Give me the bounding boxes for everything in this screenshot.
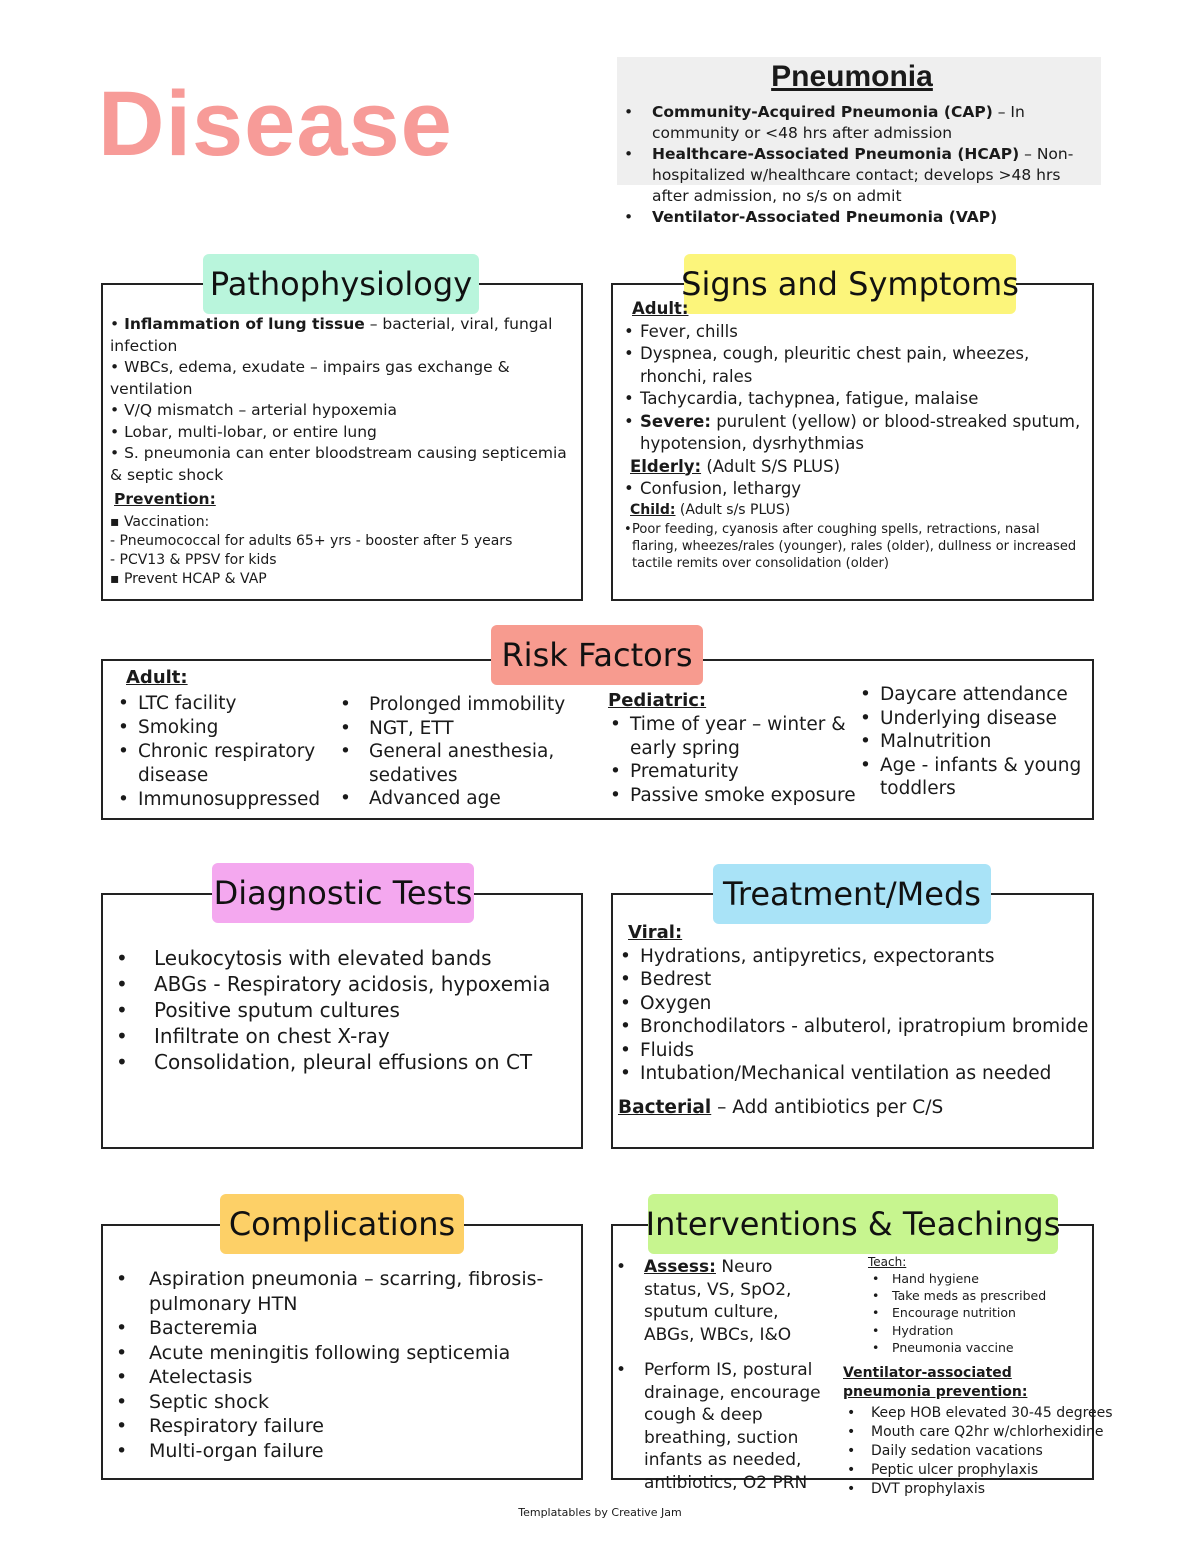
interventions-list — [612, 1256, 834, 1494]
list-item: • Atelectasis — [112, 1365, 552, 1390]
list-item: • Underlying disease — [856, 707, 1088, 731]
list-item: • Perform IS, postural drainage, encourage cough & deep breathing, suction infants as needed, antibiotics, O2 PRN — [612, 1359, 834, 1494]
elderly-label: Elderly: (Adult S/S PLUS) — [630, 456, 841, 476]
list-item: • Aspiration pneumonia – scarring, fibrosis- pulmonary HTN — [112, 1267, 552, 1316]
adult-signs-list — [620, 321, 1085, 456]
vap-prevention-list — [843, 1404, 1143, 1499]
list-item: • Prolonged immobility — [336, 693, 576, 717]
risk-adult-list-1 — [114, 692, 339, 812]
list-item: • Community-Acquired Pneumonia (CAP) – In community or <48 hrs after admission — [620, 102, 1085, 144]
viral-treatment-list — [616, 945, 1094, 1085]
list-item: - PCV13 & PPSV for kids — [110, 551, 277, 568]
list-item: • Consolidation, pleural effusions on CT — [112, 1049, 577, 1075]
viral-label: Viral: — [628, 922, 683, 943]
list-item: • Acute meningitis following septicemia — [112, 1341, 552, 1366]
list-item: • Inflammation of lung tissue – bacterial, viral, fungal infection — [110, 315, 553, 355]
risk-factors-heading: Risk Factors — [491, 625, 703, 685]
list-item: • Intubation/Mechanical ventilation as needed — [616, 1062, 1094, 1085]
list-item: • Assess: Neuro status, VS, SpO2, sputum culture, ABGs, WBCs, I&O — [612, 1256, 834, 1346]
topic-title: Pneumonia — [771, 60, 933, 93]
risk-adult-list-2 — [336, 693, 576, 811]
list-item: • Oxygen — [616, 992, 1094, 1015]
list-item: • V/Q mismatch – arterial hypoxemia — [110, 401, 398, 419]
list-item: • Daycare attendance — [856, 683, 1088, 707]
complications-list — [112, 1267, 552, 1463]
list-item: - Pneumococcal for adults 65+ yrs - booster after 5 years — [110, 532, 513, 549]
list-item: • NGT, ETT — [336, 717, 576, 741]
list-item: • Tachycardia, tachypnea, fatigue, malaise — [620, 388, 1085, 411]
list-item: • Prematurity — [606, 760, 856, 784]
list-item: • Hydration — [868, 1322, 1078, 1339]
list-item: • Dyspnea, cough, pleuritic chest pain, wheezes, rhonchi, rales — [620, 343, 1085, 388]
bacterial-treatment: Bacterial – Add antibiotics per C/S — [618, 1097, 944, 1118]
list-item: • ABGs - Respiratory acidosis, hypoxemia — [112, 971, 577, 997]
list-item: • LTC facility — [114, 692, 339, 716]
risk-adult-label: Adult: — [126, 667, 188, 688]
page-title: Disease — [98, 73, 453, 175]
list-item: • Malnutrition — [856, 730, 1088, 754]
list-item: • Leukocytosis with elevated bands — [112, 945, 577, 971]
list-item: • Peptic ulcer prophylaxis — [843, 1461, 1143, 1480]
footer-credit: Templatables by Creative Jam — [518, 1506, 682, 1519]
list-item: • DVT prophylaxis — [843, 1480, 1143, 1499]
list-item: • Confusion, lethargy — [620, 478, 1085, 501]
list-item: • Pneumonia vaccine — [868, 1339, 1078, 1356]
list-item: • Ventilator-Associated Pneumonia (VAP) — [620, 207, 1085, 228]
list-item: • Poor feeding, cyanosis after coughing spells, retractions, nasal flaring, wheezes/rales (younger), rales (older), dullness or increased tactile remits over consolidation (older) — [620, 521, 1085, 572]
list-item: • Mouth care Q2hr w/chlorhexidine — [843, 1423, 1143, 1442]
list-item: • Encourage nutrition — [868, 1304, 1078, 1321]
list-item: • Multi-organ failure — [112, 1439, 552, 1464]
list-item: • Infiltrate on chest X-ray — [112, 1023, 577, 1049]
list-item: • Hand hygiene — [868, 1270, 1078, 1287]
list-item: • Hydrations, antipyretics, expectorants — [616, 945, 1094, 968]
vap-prevention-label: Ventilator-associated pneumonia prevention: — [843, 1365, 1028, 1400]
list-item: • Keep HOB elevated 30-45 degrees — [843, 1404, 1143, 1423]
risk-pediatric-label: Pediatric: — [608, 690, 707, 711]
list-item: ▪ Vaccination: — [110, 513, 210, 530]
diagnostic-tests-list — [112, 945, 577, 1075]
list-item: • Bronchodilators - albuterol, ipratropium bromide — [616, 1015, 1094, 1038]
teach-list — [868, 1270, 1078, 1356]
list-item: • Immunosuppressed — [114, 788, 339, 812]
list-item: • Bacteremia — [112, 1316, 552, 1341]
list-item: • Daily sedation vacations — [843, 1442, 1143, 1461]
elderly-signs-list — [620, 478, 1085, 501]
list-item: • S. pneumonia can enter bloodstream causing septicemia & septic shock — [110, 444, 567, 484]
prevention-label: Prevention: — [114, 490, 216, 508]
pneumonia-types — [620, 102, 1085, 228]
list-item: • Time of year – winter & early spring — [606, 713, 856, 760]
teach-label: Teach: — [868, 1255, 907, 1269]
complications-heading: Complications — [220, 1194, 464, 1254]
list-item: • Septic shock — [112, 1390, 552, 1415]
adult-label: Adult: — [632, 299, 689, 318]
list-item: • Positive sputum cultures — [112, 997, 577, 1023]
list-item: • Take meds as prescribed — [868, 1287, 1078, 1304]
signs-content — [620, 298, 1085, 572]
list-item: ▪ Prevent HCAP & VAP — [110, 570, 267, 587]
list-item: • Smoking — [114, 716, 339, 740]
list-item: • Severe: purulent (yellow) or blood-streaked sputum, hypotension, dysrhythmias — [620, 411, 1085, 456]
list-item: • Chronic respiratory disease — [114, 740, 339, 788]
list-item: • Healthcare-Associated Pneumonia (HCAP) – Non-hospitalized w/healthcare contact; develops >48 hrs after admission, no s/s on admit — [620, 144, 1085, 207]
diagnostic-tests-heading: Diagnostic Tests — [212, 863, 474, 923]
pathophysiology-content — [110, 314, 575, 589]
list-item: • Respiratory failure — [112, 1414, 552, 1439]
risk-pediatric-list-2 — [856, 683, 1088, 801]
list-item: • Advanced age — [336, 787, 576, 811]
list-item: • Bedrest — [616, 968, 1094, 991]
list-item: • Fluids — [616, 1039, 1094, 1062]
interventions-heading: Interventions & Teachings — [648, 1194, 1058, 1254]
list-item: • General anesthesia, sedatives — [336, 740, 576, 787]
list-item: • WBCs, edema, exudate – impairs gas exchange & ventilation — [110, 358, 510, 398]
list-item: • Passive smoke exposure — [606, 784, 856, 808]
treatment-heading: Treatment/Meds — [713, 864, 991, 924]
list-item: • Fever, chills — [620, 321, 1085, 344]
pathophysiology-heading: Pathophysiology — [203, 254, 479, 314]
risk-pediatric-list-1 — [606, 713, 856, 807]
signs-heading: Signs and Symptoms — [684, 254, 1016, 314]
list-item: • Lobar, multi-lobar, or entire lung — [110, 422, 377, 441]
child-signs-list — [620, 521, 1085, 572]
child-label: Child: (Adult s/s PLUS) — [630, 501, 791, 518]
list-item: • Age - infants & young toddlers — [856, 754, 1088, 801]
